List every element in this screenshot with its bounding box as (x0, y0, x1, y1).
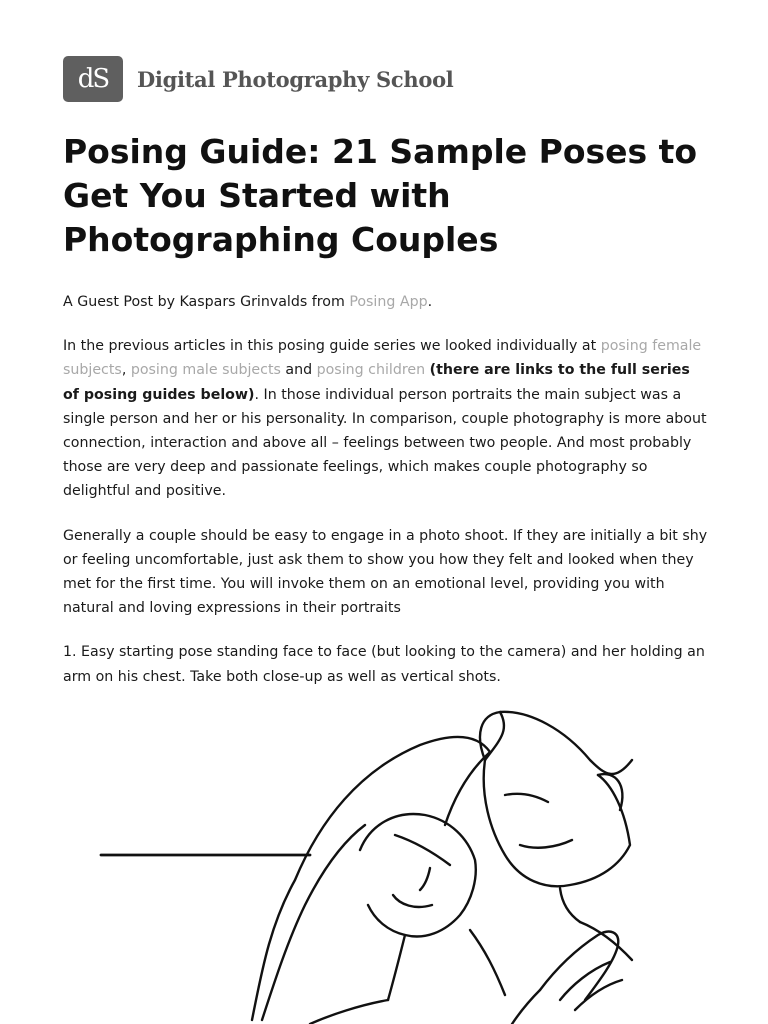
man-neck (560, 888, 580, 922)
woman-shoulder (310, 1000, 388, 1024)
posing-app-link[interactable]: Posing App (349, 294, 428, 310)
woman-mouth (393, 895, 432, 907)
byline-suffix: . (427, 294, 433, 310)
hand-3 (575, 980, 622, 1010)
posing-male-link[interactable]: posing male subjects (130, 362, 281, 379)
paragraph-pose-1: 1. Easy starting pose standing face to face (but looking to the camera) and her holding an arm on his chest. Take both close-up as well as vertical shots. (63, 644, 705, 685)
man-face (484, 760, 630, 886)
intro-text-2: , (121, 362, 131, 379)
intro-text-5: . In those individual person portraits the main subject was a single person and her or his personality. In comparison, couple photography is more about connection, interaction and above all – feelings between two people. And most probably those are very deep and passionate feelings, which makes couple photography so delightful and positive. (63, 386, 707, 500)
posing-children-link[interactable]: posing children (316, 362, 426, 379)
site-logo[interactable] (63, 56, 123, 102)
woman-face (360, 814, 476, 936)
site-name[interactable]: Digital Photography School (137, 66, 454, 92)
woman-hair (252, 737, 490, 1020)
article-body (63, 290, 708, 709)
series-note: (there are links to the full series of posing guides below) (63, 362, 690, 403)
site-header (63, 56, 453, 102)
posing-female-link[interactable]: posing female subjects (63, 338, 702, 379)
woman-brow (395, 835, 450, 865)
man-brow (505, 794, 548, 802)
couple-pose-illustration (0, 700, 768, 1024)
article-title: Posing Guide: 21 Sample Poses to Get You Started with Photographing Couples (63, 132, 698, 259)
arm-2 (470, 930, 505, 995)
woman-neck (388, 935, 405, 1000)
man-mouth (520, 840, 572, 848)
byline (63, 290, 708, 314)
intro-text-1: In the previous articles in this posing guide series we looked individually at (63, 338, 601, 355)
paragraph-intro (63, 334, 708, 503)
hand-2 (560, 962, 610, 1000)
paragraph-engage: Generally a couple should be easy to engage in a photo shoot. If they are initially a bit shy or feeling uncomfortable, just ask them to show you how they felt and looked when they met for the first time. You will invoke them on an emotional level, providing you with natural and loving expressions in their portraits (63, 527, 708, 617)
logo-text: dS (77, 64, 109, 94)
woman-nose (420, 868, 430, 890)
hand-1 (540, 932, 618, 1000)
arm-1 (512, 990, 540, 1024)
byline-prefix: A Guest Post by Kaspars Grinvalds from (63, 294, 350, 310)
intro-text-3: and (280, 362, 317, 379)
